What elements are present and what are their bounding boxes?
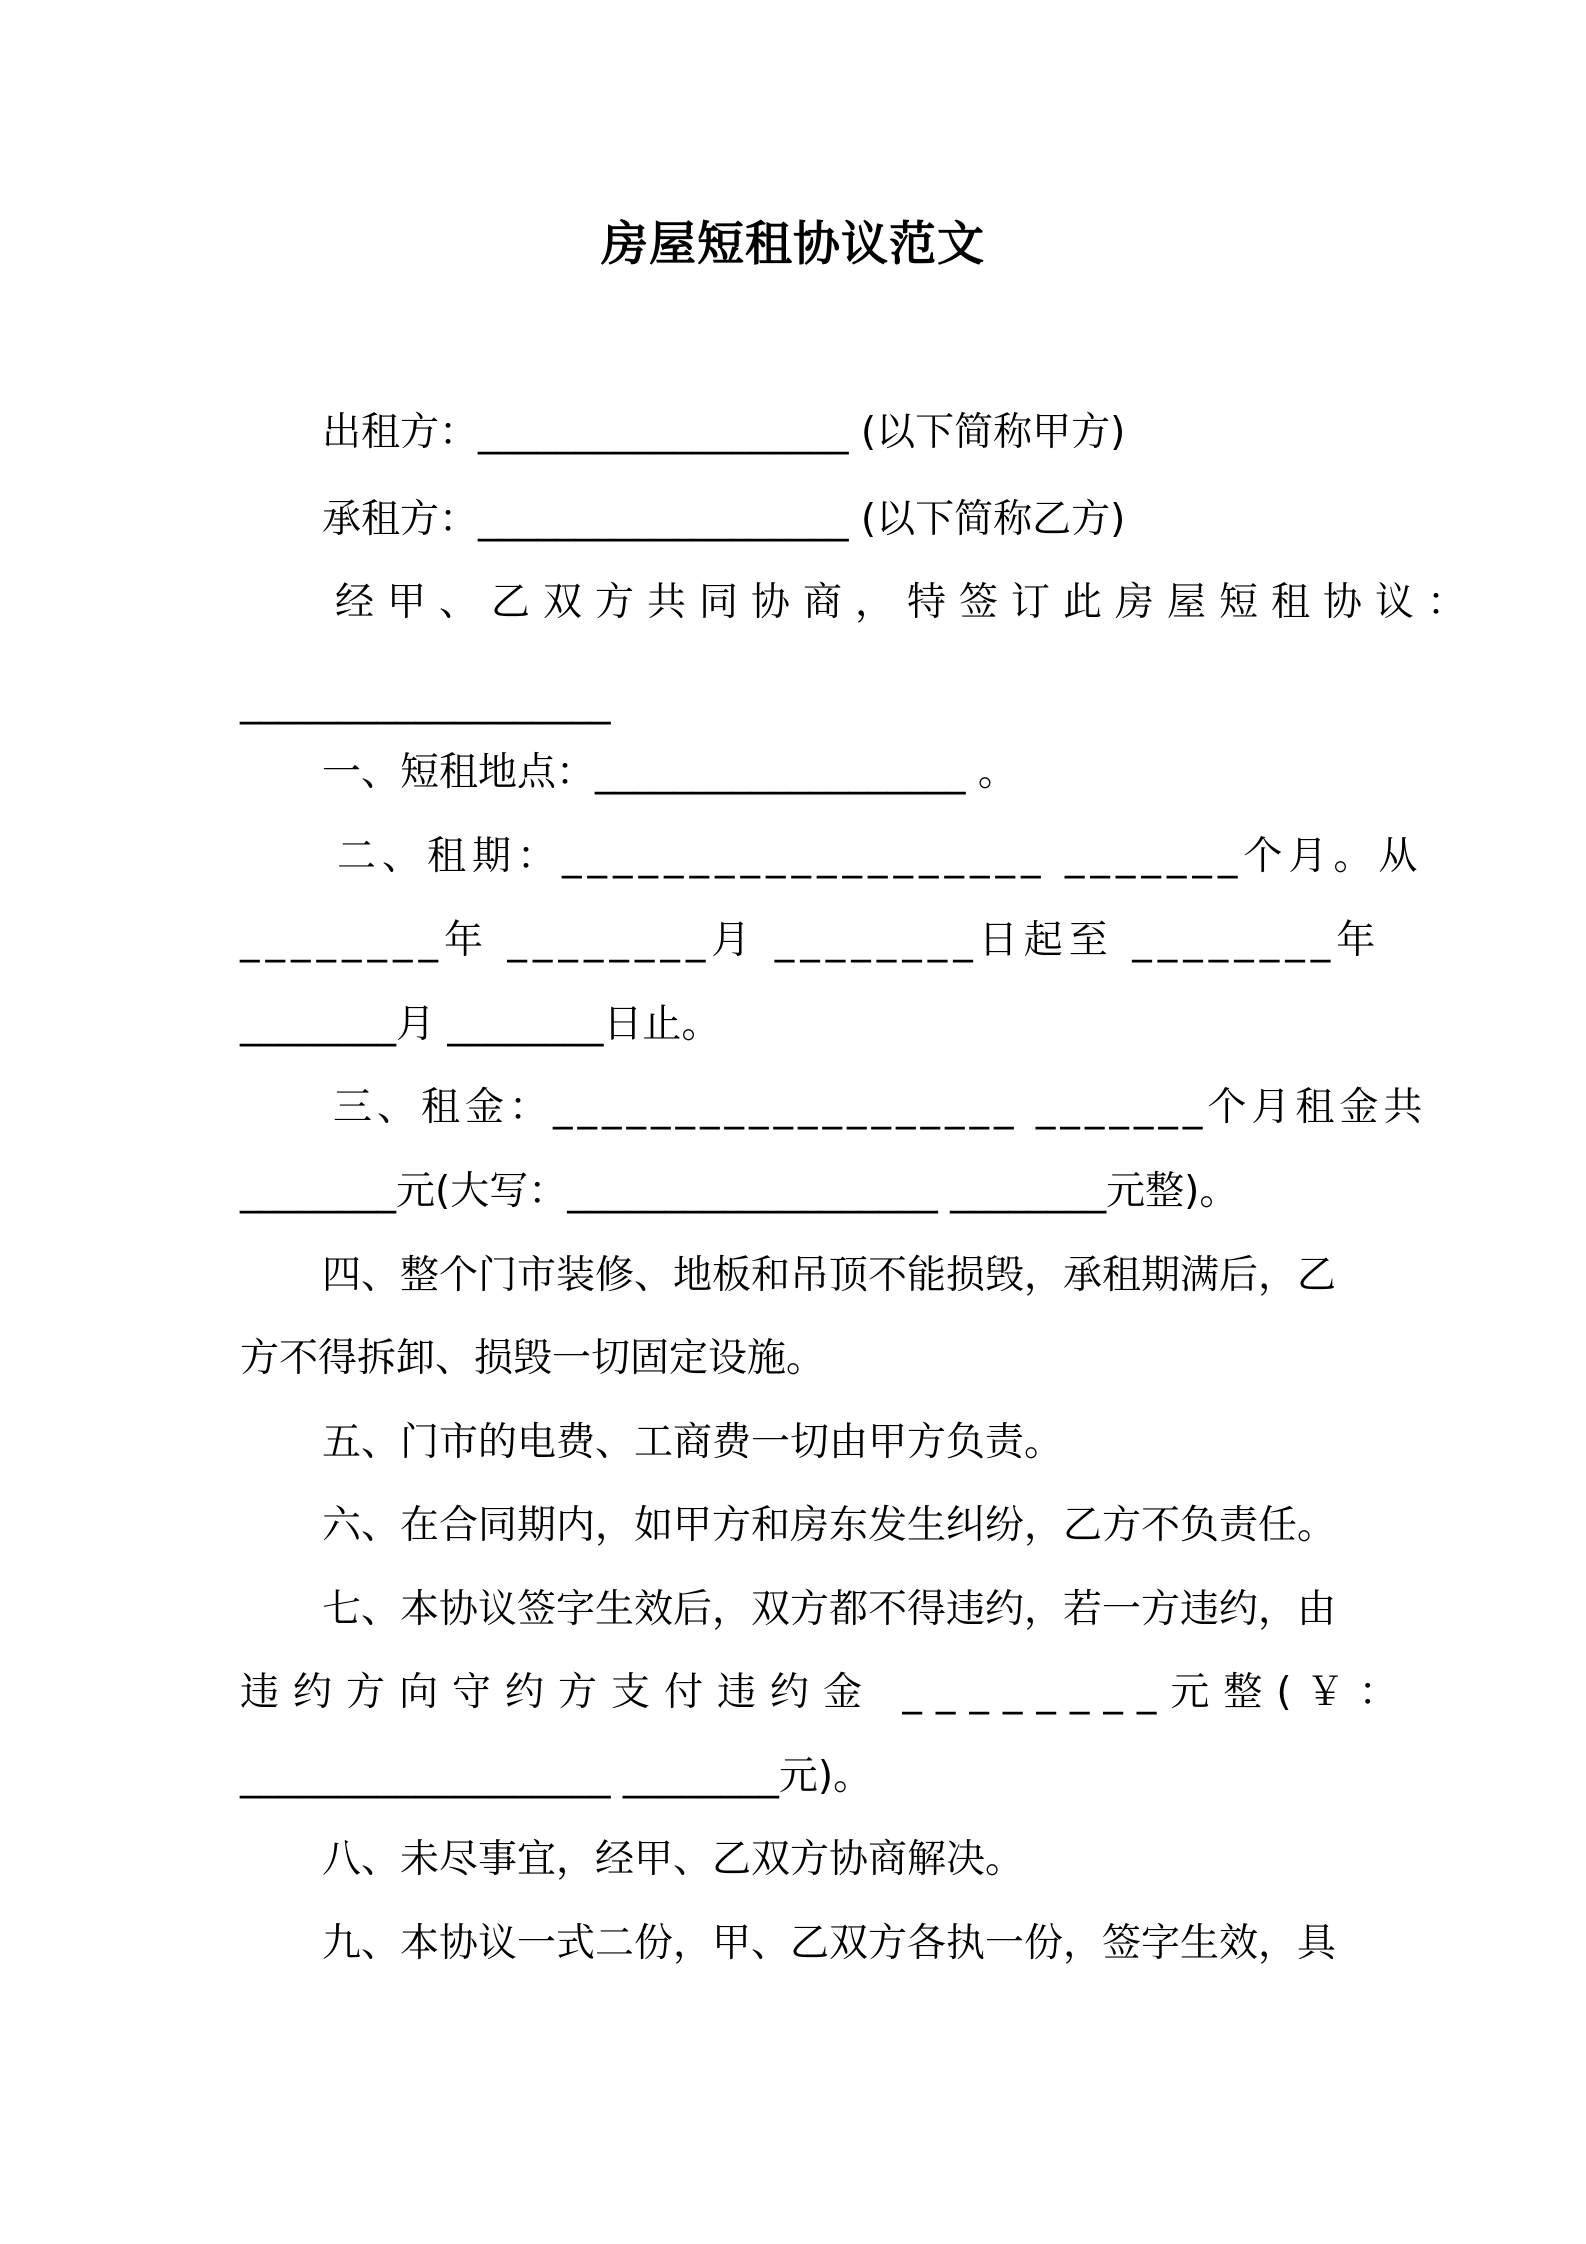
preamble-blank-line: ___________________ — [240, 680, 611, 725]
clause-4-line-1: 四、整个门市装修、地板和吊顶不能损毁，承租期满后，乙 — [322, 1253, 1337, 1298]
document-title: 房屋短租协议范文 — [601, 217, 985, 272]
clause-7-line-3: ___________________ ________元)。 — [240, 1754, 873, 1799]
clause-2-dates-text: ________年 ________月 ________日起至 ________年 — [240, 918, 1382, 963]
clause-3-amount: ________元(大写：___________________ ________元整)。 — [240, 1169, 1239, 1214]
clause-2-dates — [240, 916, 1382, 966]
clause-3-rent: 三、租金：___________________ _______个月租金共 — [333, 1085, 1428, 1130]
clause-7-line-2: 违约方向守约方支付违约金 ________元整(￥： — [240, 1670, 1412, 1715]
clause-2-term: 二、租期：___________________ _______个月。从 — [337, 834, 1424, 879]
lessor-line: 出租方：___________________ (以下简称甲方) — [322, 410, 1126, 455]
clause-9-line-1: 九、本协议一式二份，甲、乙双方各执一份，签字生效，具 — [322, 1921, 1337, 1966]
clause-4-line-2: 方不得拆卸、损毁一切固定设施。 — [240, 1336, 826, 1381]
clause-5: 五、门市的电费、工商费一切由甲方负责。 — [322, 1420, 1064, 1465]
clause-6: 六、在合同期内，如甲方和房东发生纠纷，乙方不负责任。 — [322, 1503, 1337, 1548]
clause-7-line-1: 七、本协议签字生效后，双方都不得违约，若一方违约，由 — [322, 1587, 1337, 1632]
clause-1-location: 一、短租地点：___________________ 。 — [322, 750, 1017, 795]
clause-8: 八、未尽事宜，经甲、乙双方协商解决。 — [322, 1837, 1025, 1882]
lessee-line: 承租方：___________________ (以下简称乙方) — [322, 497, 1126, 542]
preamble-line: 经甲、乙双方共同协商，特签订此房屋短租协议： — [335, 580, 1480, 625]
clause-2-end: ________月 ________日止。 — [240, 1002, 721, 1047]
